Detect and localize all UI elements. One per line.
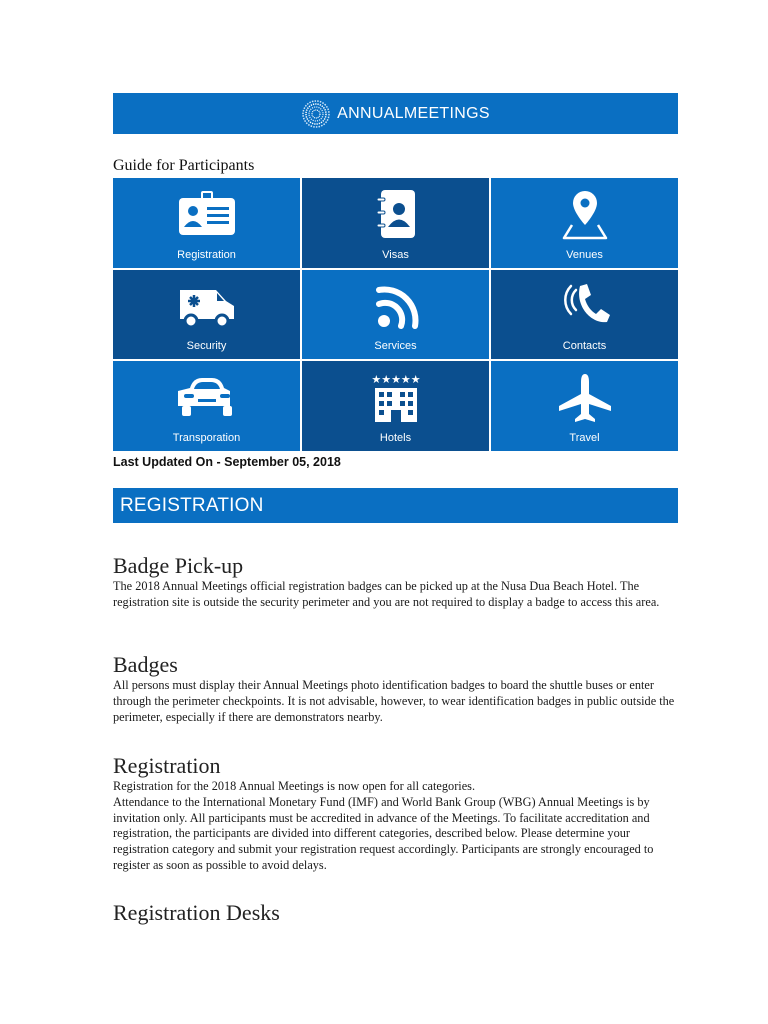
tile-label: Hotels [379, 431, 412, 444]
guide-tile-grid [113, 178, 678, 451]
tile-label: Venues [566, 248, 603, 261]
registration-status-line [113, 779, 683, 795]
section-body: All persons must display their Annual Meetings photo identification badges to board the shuttle buses or enter through the perimeter checkpoints. It is not advisable, however, to wear identification badges in public outside the perimeter, especially if there are demonstrators nearby. [113, 678, 675, 724]
tile-security[interactable] [113, 270, 300, 360]
badge-pickup-section [113, 553, 683, 611]
registration-desks-section [113, 900, 683, 926]
registration-section [113, 753, 683, 874]
section-heading: Registration Desks [113, 900, 280, 925]
last-updated-date: Last Updated On - September 05, 2018 [113, 455, 341, 469]
airplane-icon [554, 372, 616, 424]
tile-hotels[interactable] [302, 361, 489, 451]
header-banner [113, 93, 678, 134]
tile-travel[interactable] [491, 361, 678, 451]
id-badge-icon [176, 189, 238, 241]
tile-label: Registration [177, 248, 236, 261]
phone-icon [554, 280, 616, 332]
section-heading: Badge Pick-up [113, 553, 244, 578]
register-link[interactable]: register [113, 857, 150, 872]
registration-body-text: Attendance to the International Monetary Fund (IMF) and World Bank Group (WBG) Annual Meetings is by invitation only. All participants must be accredited in advance of the Meetings. To facilitate accreditation and registration, the participants are divided into different categories, described below. Please determine your registration category and submit your registration request accordingly. Participants are strongly encouraged to [113, 794, 654, 857]
tile-visas[interactable] [302, 178, 489, 268]
registration-link[interactable]: Registration [113, 779, 174, 793]
contact-book-icon [365, 189, 427, 241]
section-heading: Registration [113, 753, 221, 778]
ambulance-icon [176, 280, 238, 332]
svg-text:★★★★★: ★★★★★ [370, 372, 421, 386]
tile-label: Contacts [562, 340, 607, 353]
hotel-icon [365, 372, 427, 424]
guide-title: Guide for Participants [113, 157, 255, 174]
status-text-end: for all categories. [386, 779, 476, 793]
section-heading: Badges [113, 652, 178, 677]
section-body: The 2018 Annual Meetings official registration badges can be picked up at the Nusa Dua Beach Hotel. The registration site is outside the security perimeter and you are not required to display a badge to access this area. [113, 579, 660, 609]
badges-section [113, 652, 683, 725]
globe-logo-icon [301, 99, 331, 129]
tile-label: Security [186, 340, 227, 353]
tile-registration[interactable] [113, 178, 300, 268]
tile-venues[interactable] [491, 178, 678, 268]
tile-services[interactable] [302, 270, 489, 360]
tile-transportation[interactable] [113, 361, 300, 451]
registration-section-banner [113, 488, 678, 523]
tile-label: Visas [382, 248, 409, 261]
wifi-signal-icon [365, 280, 427, 332]
car-icon [176, 372, 238, 424]
tile-contacts[interactable] [491, 270, 678, 360]
map-pin-icon [554, 189, 616, 241]
brand-name: ANNUALMEETINGS [337, 104, 490, 122]
registration-body-end: as soon as possible to avoid delays. [149, 857, 327, 872]
tile-label: Services [374, 340, 417, 353]
tile-label: Transporation [172, 431, 241, 444]
section-banner-title: REGISTRATION [120, 494, 264, 516]
tile-label: Travel [569, 431, 600, 444]
open-link[interactable]: open [362, 779, 387, 793]
status-text: for the 2018 Annual Meetings is now [173, 779, 363, 793]
registration-body [113, 795, 683, 874]
